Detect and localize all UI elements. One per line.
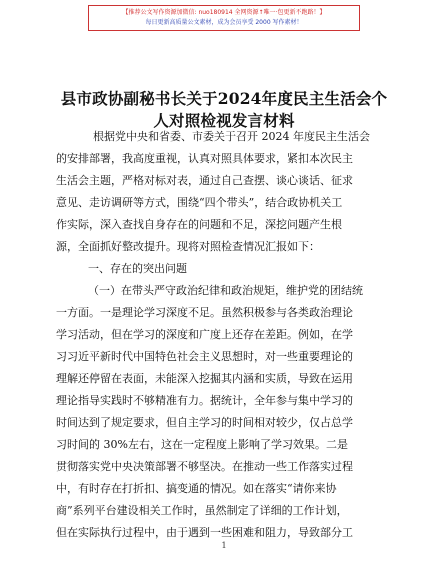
body-line: 源，全面抓好整改提升。现将对照检查情况汇报如下： bbox=[56, 240, 320, 253]
body-line: 学习活动，但在学习的深度和广度上还存在差距。例如，在学 bbox=[56, 328, 353, 341]
promo-banner-line1: 【推荐公文写作资源加微信: nuo180914 全网资源↑唯一·包更新不跑路！】 bbox=[122, 9, 326, 16]
body-line: 习时间的 30%左右，这在一定程度上影响了学习效果。二是 bbox=[56, 438, 348, 451]
body-line: 一方面。一是理论学习深度不足。虽然积极参与各类政治理论 bbox=[56, 306, 353, 319]
body-line: 时间达到了规定要求，但自主学习的时间相对较少，仅占总学 bbox=[56, 416, 353, 429]
body-line: 理解还停留在表面，未能深入挖掘其内涵和实质，导致在运用 bbox=[56, 372, 353, 385]
body-line: 但在实际执行过程中，由于遇到一些困难和阻力，导致部分工 bbox=[56, 526, 353, 539]
body-line: 根据党中央和省委、市委关于召开 2024 年度民主生活会 bbox=[93, 130, 370, 143]
body-line: （一）在带头严守政治纪律和政治规矩，维护党的团结统 bbox=[88, 284, 363, 297]
body-line: 商”系列平台建设相关工作时，虽然制定了详细的工作计划， bbox=[56, 504, 348, 517]
body-line: 中，有时存在打折扣、搞变通的情况。如在落实“请你来协 bbox=[56, 482, 337, 495]
section-heading: 一、存在的突出问题 bbox=[88, 262, 187, 275]
page-number: 1 bbox=[221, 541, 227, 550]
promo-banner-line2: 每日更新高质量公文素材，成为会员享受 2000 写作素材！ bbox=[145, 19, 303, 26]
body-line: 习习近平新时代中国特色社会主义思想时，对一些重要理论的 bbox=[56, 350, 353, 363]
body-line: 生活会主题，严格对标对表，通过自己查摆、谈心谈话、征求 bbox=[56, 174, 353, 187]
body-line: 意见、走访调研等方式，围绕“四个带头”，结合政协机关工 bbox=[56, 196, 343, 209]
document-title-line2: 人对照检视发言材料 bbox=[153, 111, 295, 130]
body-line: 贯彻落实党中央决策部署不够坚决。在推动一些工作落实过程 bbox=[56, 460, 353, 473]
promo-banner bbox=[88, 5, 360, 31]
body-line: 理论指导实践时不够精准有力。据统计，全年参与集中学习的 bbox=[56, 394, 353, 407]
document-title-line1: 县市政协副秘书长关于2024年度民主生活会个 bbox=[60, 89, 388, 108]
body-line: 的安排部署，我高度重视，认真对照具体要求，紧扣本次民主 bbox=[56, 152, 353, 165]
body-line: 作实际，深入查找自身存在的问题和不足，深挖问题产生根 bbox=[56, 218, 342, 231]
